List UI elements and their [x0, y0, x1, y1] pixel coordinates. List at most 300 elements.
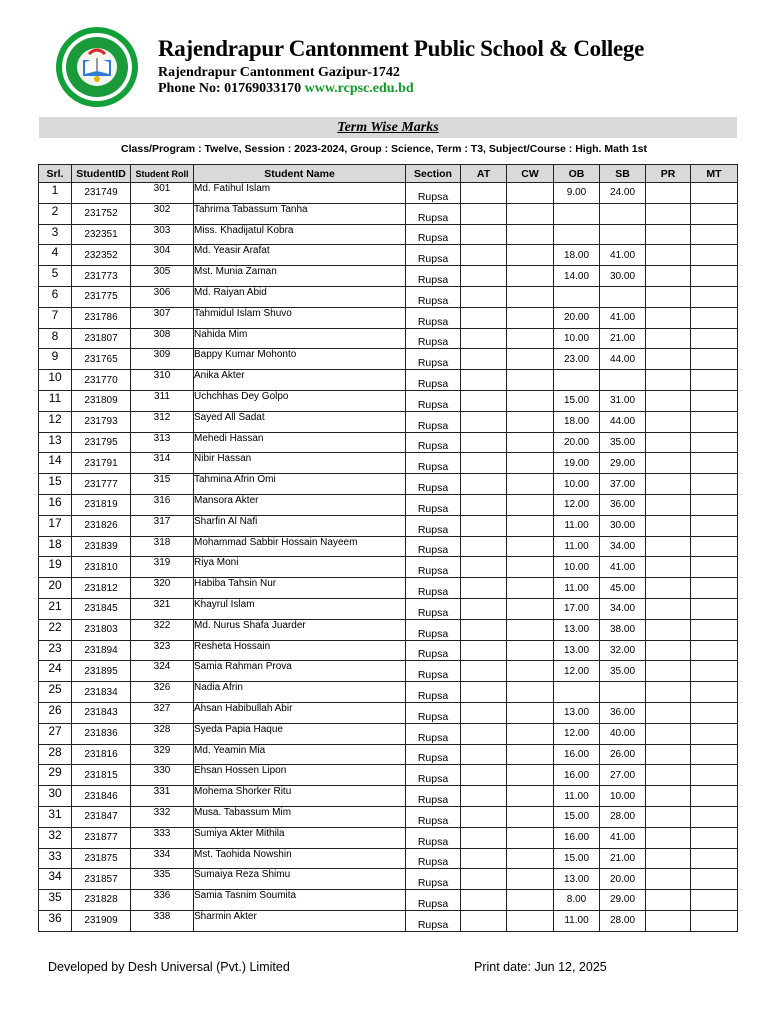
ob-mark-cell: 19.00	[554, 453, 600, 474]
ob-mark-cell: 18.00	[554, 245, 600, 266]
ob-mark-cell: 17.00	[554, 598, 600, 619]
student-id-cell: 231807	[72, 328, 131, 349]
mt-mark-cell	[691, 682, 738, 703]
sb-mark-cell: 34.00	[600, 598, 646, 619]
cw-mark-cell	[507, 266, 554, 287]
mt-mark-cell	[691, 370, 738, 391]
section-cell: Rupsa	[406, 203, 461, 224]
sb-mark-cell: 41.00	[600, 307, 646, 328]
pr-mark-cell	[646, 827, 691, 848]
sb-mark-cell: 20.00	[600, 869, 646, 890]
website-link[interactable]: www.rcpsc.edu.bd	[304, 81, 414, 96]
student-name-cell: Md. Fatihul Islam	[194, 183, 406, 204]
section-cell: Rupsa	[406, 702, 461, 723]
student-name-cell: Anika Akter	[194, 370, 406, 391]
serial-cell: 18	[39, 536, 72, 557]
mt-mark-cell	[691, 765, 738, 786]
ob-mark-cell	[554, 682, 600, 703]
student-id-cell: 231775	[72, 286, 131, 307]
cw-mark-cell	[507, 349, 554, 370]
ob-mark-cell: 10.00	[554, 474, 600, 495]
cw-mark-cell	[507, 661, 554, 682]
student-roll-cell: 317	[131, 515, 194, 536]
mt-mark-cell	[691, 183, 738, 204]
pr-mark-cell	[646, 723, 691, 744]
table-row	[39, 390, 738, 411]
at-mark-cell	[461, 183, 507, 204]
cw-mark-cell	[507, 328, 554, 349]
sb-mark-cell: 38.00	[600, 619, 646, 640]
at-mark-cell	[461, 411, 507, 432]
column-header: CW	[507, 165, 554, 183]
student-roll-cell: 308	[131, 328, 194, 349]
student-roll-cell: 315	[131, 474, 194, 495]
at-mark-cell	[461, 370, 507, 391]
sb-mark-cell: 35.00	[600, 432, 646, 453]
pr-mark-cell	[646, 806, 691, 827]
cw-mark-cell	[507, 640, 554, 661]
student-name-cell: Tahrima Tabassum Tanha	[194, 203, 406, 224]
ob-mark-cell: 11.00	[554, 536, 600, 557]
serial-cell: 4	[39, 245, 72, 266]
mt-mark-cell	[691, 744, 738, 765]
serial-cell: 16	[39, 494, 72, 515]
table-row	[39, 557, 738, 578]
pr-mark-cell	[646, 536, 691, 557]
serial-cell: 13	[39, 432, 72, 453]
pr-mark-cell	[646, 494, 691, 515]
cw-mark-cell	[507, 598, 554, 619]
phone-number: Phone No: 01769033170	[158, 81, 302, 96]
mt-mark-cell	[691, 848, 738, 869]
student-name-cell: Sumiya Akter Mithila	[194, 827, 406, 848]
section-cell: Rupsa	[406, 765, 461, 786]
sb-mark-cell: 45.00	[600, 578, 646, 599]
column-header: Srl.	[39, 165, 72, 183]
at-mark-cell	[461, 224, 507, 245]
ob-mark-cell: 11.00	[554, 786, 600, 807]
section-cell: Rupsa	[406, 557, 461, 578]
mt-mark-cell	[691, 869, 738, 890]
sb-mark-cell: 41.00	[600, 827, 646, 848]
pr-mark-cell	[646, 370, 691, 391]
cw-mark-cell	[507, 702, 554, 723]
column-header: Student Roll	[131, 165, 194, 183]
student-id-cell: 231894	[72, 640, 131, 661]
table-row	[39, 203, 738, 224]
mt-mark-cell	[691, 515, 738, 536]
mt-mark-cell	[691, 806, 738, 827]
student-id-cell: 231895	[72, 661, 131, 682]
student-id-cell: 231791	[72, 453, 131, 474]
pr-mark-cell	[646, 432, 691, 453]
student-id-cell: 231834	[72, 682, 131, 703]
column-header: SB	[600, 165, 646, 183]
mt-mark-cell	[691, 557, 738, 578]
cw-mark-cell	[507, 910, 554, 931]
serial-cell: 12	[39, 411, 72, 432]
section-cell: Rupsa	[406, 578, 461, 599]
serial-cell: 28	[39, 744, 72, 765]
report-title-bar	[39, 117, 737, 138]
ob-mark-cell: 12.00	[554, 494, 600, 515]
section-cell: Rupsa	[406, 806, 461, 827]
school-name: Rajendrapur Cantonment Public School & College	[158, 36, 645, 61]
serial-cell: 1	[39, 183, 72, 204]
ob-mark-cell: 11.00	[554, 515, 600, 536]
serial-cell: 20	[39, 578, 72, 599]
mt-mark-cell	[691, 453, 738, 474]
column-header: Section	[406, 165, 461, 183]
at-mark-cell	[461, 640, 507, 661]
table-row	[39, 765, 738, 786]
ob-mark-cell: 16.00	[554, 765, 600, 786]
cw-mark-cell	[507, 203, 554, 224]
developer-credit: Developed by Desh Universal (Pvt.) Limited	[48, 960, 290, 974]
pr-mark-cell	[646, 245, 691, 266]
mt-mark-cell	[691, 536, 738, 557]
cw-mark-cell	[507, 411, 554, 432]
table-row	[39, 370, 738, 391]
sb-mark-cell	[600, 682, 646, 703]
student-roll-cell: 335	[131, 869, 194, 890]
section-cell: Rupsa	[406, 890, 461, 911]
mt-mark-cell	[691, 203, 738, 224]
pr-mark-cell	[646, 307, 691, 328]
student-id-cell: 231765	[72, 349, 131, 370]
serial-cell: 29	[39, 765, 72, 786]
cw-mark-cell	[507, 744, 554, 765]
sb-mark-cell: 29.00	[600, 890, 646, 911]
student-id-cell: 231786	[72, 307, 131, 328]
serial-cell: 5	[39, 266, 72, 287]
pr-mark-cell	[646, 848, 691, 869]
mt-mark-cell	[691, 390, 738, 411]
student-roll-cell: 326	[131, 682, 194, 703]
pr-mark-cell	[646, 619, 691, 640]
student-name-cell: Uchchhas Dey Golpo	[194, 390, 406, 411]
student-id-cell: 231819	[72, 494, 131, 515]
student-id-cell: 231816	[72, 744, 131, 765]
pr-mark-cell	[646, 183, 691, 204]
section-cell: Rupsa	[406, 661, 461, 682]
student-name-cell: Mehedi Hassan	[194, 432, 406, 453]
sb-mark-cell	[600, 224, 646, 245]
student-id-cell: 231770	[72, 370, 131, 391]
cw-mark-cell	[507, 578, 554, 599]
student-name-cell: Sharfin Al Nafi	[194, 515, 406, 536]
ob-mark-cell: 13.00	[554, 869, 600, 890]
class-info-line: Class/Program : Twelve, Session : 2023-2024, Group : Science, Term : T3, Subject/Course : High. Math 1st	[121, 143, 647, 155]
cw-mark-cell	[507, 806, 554, 827]
student-id-cell: 231810	[72, 557, 131, 578]
table-row	[39, 307, 738, 328]
section-cell: Rupsa	[406, 744, 461, 765]
marks-table	[38, 164, 738, 932]
student-id-cell: 231752	[72, 203, 131, 224]
sb-mark-cell	[600, 203, 646, 224]
column-header: StudentID	[72, 165, 131, 183]
sb-mark-cell: 21.00	[600, 848, 646, 869]
serial-cell: 24	[39, 661, 72, 682]
table-row	[39, 723, 738, 744]
student-id-cell: 231777	[72, 474, 131, 495]
student-name-cell: Miss. Khadijatul Kobra	[194, 224, 406, 245]
student-id-cell: 231795	[72, 432, 131, 453]
serial-cell: 27	[39, 723, 72, 744]
section-cell: Rupsa	[406, 619, 461, 640]
serial-cell: 17	[39, 515, 72, 536]
section-cell: Rupsa	[406, 224, 461, 245]
section-cell: Rupsa	[406, 515, 461, 536]
cw-mark-cell	[507, 723, 554, 744]
ob-mark-cell	[554, 224, 600, 245]
student-roll-cell: 323	[131, 640, 194, 661]
student-id-cell: 231828	[72, 890, 131, 911]
section-cell: Rupsa	[406, 827, 461, 848]
student-id-cell: 231847	[72, 806, 131, 827]
pr-mark-cell	[646, 786, 691, 807]
student-id-cell: 232351	[72, 224, 131, 245]
at-mark-cell	[461, 266, 507, 287]
at-mark-cell	[461, 765, 507, 786]
pr-mark-cell	[646, 744, 691, 765]
report-title: Term Wise Marks	[337, 120, 439, 135]
ob-mark-cell: 16.00	[554, 827, 600, 848]
student-roll-cell: 318	[131, 536, 194, 557]
column-header: Student Name	[194, 165, 406, 183]
sb-mark-cell: 41.00	[600, 557, 646, 578]
cw-mark-cell	[507, 890, 554, 911]
student-id-cell: 231793	[72, 411, 131, 432]
sb-mark-cell: 35.00	[600, 661, 646, 682]
at-mark-cell	[461, 390, 507, 411]
table-row	[39, 869, 738, 890]
mt-mark-cell	[691, 474, 738, 495]
mt-mark-cell	[691, 723, 738, 744]
mt-mark-cell	[691, 245, 738, 266]
student-id-cell: 231843	[72, 702, 131, 723]
at-mark-cell	[461, 723, 507, 744]
student-name-cell: Khayrul Islam	[194, 598, 406, 619]
ob-mark-cell: 15.00	[554, 848, 600, 869]
ob-mark-cell	[554, 370, 600, 391]
table-row	[39, 245, 738, 266]
student-name-cell: Sharmin Akter	[194, 910, 406, 931]
section-cell: Rupsa	[406, 328, 461, 349]
table-row	[39, 224, 738, 245]
serial-cell: 15	[39, 474, 72, 495]
student-id-cell: 231809	[72, 390, 131, 411]
mt-mark-cell	[691, 598, 738, 619]
mt-mark-cell	[691, 619, 738, 640]
marks-table-body	[39, 183, 738, 932]
student-roll-cell: 310	[131, 370, 194, 391]
ob-mark-cell: 11.00	[554, 578, 600, 599]
mt-mark-cell	[691, 266, 738, 287]
mt-mark-cell	[691, 224, 738, 245]
mt-mark-cell	[691, 827, 738, 848]
student-name-cell: Ehsan Hossen Lipon	[194, 765, 406, 786]
student-id-cell: 231875	[72, 848, 131, 869]
student-id-cell: 231826	[72, 515, 131, 536]
serial-cell: 6	[39, 286, 72, 307]
table-row	[39, 286, 738, 307]
student-roll-cell: 311	[131, 390, 194, 411]
cw-mark-cell	[507, 474, 554, 495]
table-row	[39, 786, 738, 807]
mt-mark-cell	[691, 432, 738, 453]
student-roll-cell: 328	[131, 723, 194, 744]
pr-mark-cell	[646, 411, 691, 432]
at-mark-cell	[461, 910, 507, 931]
student-roll-cell: 316	[131, 494, 194, 515]
at-mark-cell	[461, 786, 507, 807]
cw-mark-cell	[507, 307, 554, 328]
sb-mark-cell: 30.00	[600, 266, 646, 287]
student-roll-cell: 324	[131, 661, 194, 682]
table-row	[39, 910, 738, 931]
student-roll-cell: 320	[131, 578, 194, 599]
serial-cell: 30	[39, 786, 72, 807]
column-header: MT	[691, 165, 738, 183]
serial-cell: 23	[39, 640, 72, 661]
student-name-cell: Md. Yeamin Mia	[194, 744, 406, 765]
student-id-cell: 231815	[72, 765, 131, 786]
column-header: PR	[646, 165, 691, 183]
at-mark-cell	[461, 515, 507, 536]
student-id-cell: 231839	[72, 536, 131, 557]
school-contact	[158, 81, 414, 97]
section-cell: Rupsa	[406, 183, 461, 204]
student-roll-cell: 321	[131, 598, 194, 619]
student-roll-cell: 306	[131, 286, 194, 307]
section-cell: Rupsa	[406, 869, 461, 890]
section-cell: Rupsa	[406, 723, 461, 744]
student-name-cell: Samia Tasnim Soumita	[194, 890, 406, 911]
at-mark-cell	[461, 432, 507, 453]
table-row	[39, 432, 738, 453]
section-cell: Rupsa	[406, 266, 461, 287]
table-row	[39, 494, 738, 515]
cw-mark-cell	[507, 453, 554, 474]
table-row	[39, 890, 738, 911]
serial-cell: 9	[39, 349, 72, 370]
table-row	[39, 661, 738, 682]
sb-mark-cell: 10.00	[600, 786, 646, 807]
sb-mark-cell: 28.00	[600, 910, 646, 931]
table-row	[39, 702, 738, 723]
pr-mark-cell	[646, 640, 691, 661]
section-cell: Rupsa	[406, 307, 461, 328]
pr-mark-cell	[646, 390, 691, 411]
sb-mark-cell: 30.00	[600, 515, 646, 536]
school-header	[55, 26, 725, 110]
mt-mark-cell	[691, 661, 738, 682]
table-row	[39, 328, 738, 349]
pr-mark-cell	[646, 702, 691, 723]
table-header-row	[39, 165, 738, 183]
section-cell: Rupsa	[406, 848, 461, 869]
section-cell: Rupsa	[406, 598, 461, 619]
student-roll-cell: 314	[131, 453, 194, 474]
student-name-cell: Nahida Mim	[194, 328, 406, 349]
student-name-cell: Tahmidul Islam Shuvo	[194, 307, 406, 328]
mt-mark-cell	[691, 286, 738, 307]
pr-mark-cell	[646, 682, 691, 703]
table-row	[39, 578, 738, 599]
column-header: OB	[554, 165, 600, 183]
pr-mark-cell	[646, 286, 691, 307]
student-roll-cell: 319	[131, 557, 194, 578]
cw-mark-cell	[507, 370, 554, 391]
student-id-cell: 231857	[72, 869, 131, 890]
cw-mark-cell	[507, 619, 554, 640]
cw-mark-cell	[507, 390, 554, 411]
table-row	[39, 536, 738, 557]
at-mark-cell	[461, 557, 507, 578]
student-name-cell: Bappy Kumar Mohonto	[194, 349, 406, 370]
section-cell: Rupsa	[406, 453, 461, 474]
student-roll-cell: 322	[131, 619, 194, 640]
student-name-cell: Tahmina Afrin Omi	[194, 474, 406, 495]
student-roll-cell: 312	[131, 411, 194, 432]
pr-mark-cell	[646, 661, 691, 682]
cw-mark-cell	[507, 682, 554, 703]
ob-mark-cell: 13.00	[554, 640, 600, 661]
pr-mark-cell	[646, 869, 691, 890]
table-row	[39, 598, 738, 619]
ob-mark-cell: 15.00	[554, 390, 600, 411]
at-mark-cell	[461, 661, 507, 682]
student-roll-cell: 329	[131, 744, 194, 765]
at-mark-cell	[461, 349, 507, 370]
student-id-cell: 231846	[72, 786, 131, 807]
at-mark-cell	[461, 869, 507, 890]
section-cell: Rupsa	[406, 474, 461, 495]
student-name-cell: Musa. Tabassum Mim	[194, 806, 406, 827]
student-roll-cell: 305	[131, 266, 194, 287]
cw-mark-cell	[507, 827, 554, 848]
student-id-cell: 231845	[72, 598, 131, 619]
table-row	[39, 411, 738, 432]
serial-cell: 10	[39, 370, 72, 391]
ob-mark-cell: 10.00	[554, 557, 600, 578]
at-mark-cell	[461, 453, 507, 474]
cw-mark-cell	[507, 765, 554, 786]
section-cell: Rupsa	[406, 640, 461, 661]
serial-cell: 7	[39, 307, 72, 328]
sb-mark-cell: 37.00	[600, 474, 646, 495]
serial-cell: 2	[39, 203, 72, 224]
mt-mark-cell	[691, 349, 738, 370]
at-mark-cell	[461, 536, 507, 557]
serial-cell: 22	[39, 619, 72, 640]
mt-mark-cell	[691, 411, 738, 432]
ob-mark-cell: 20.00	[554, 432, 600, 453]
mt-mark-cell	[691, 890, 738, 911]
section-cell: Rupsa	[406, 245, 461, 266]
table-row	[39, 848, 738, 869]
cw-mark-cell	[507, 869, 554, 890]
serial-cell: 34	[39, 869, 72, 890]
sb-mark-cell	[600, 286, 646, 307]
serial-cell: 11	[39, 390, 72, 411]
school-address: Rajendrapur Cantonment Gazipur-1742	[158, 65, 400, 80]
pr-mark-cell	[646, 349, 691, 370]
at-mark-cell	[461, 245, 507, 266]
ob-mark-cell: 12.00	[554, 661, 600, 682]
